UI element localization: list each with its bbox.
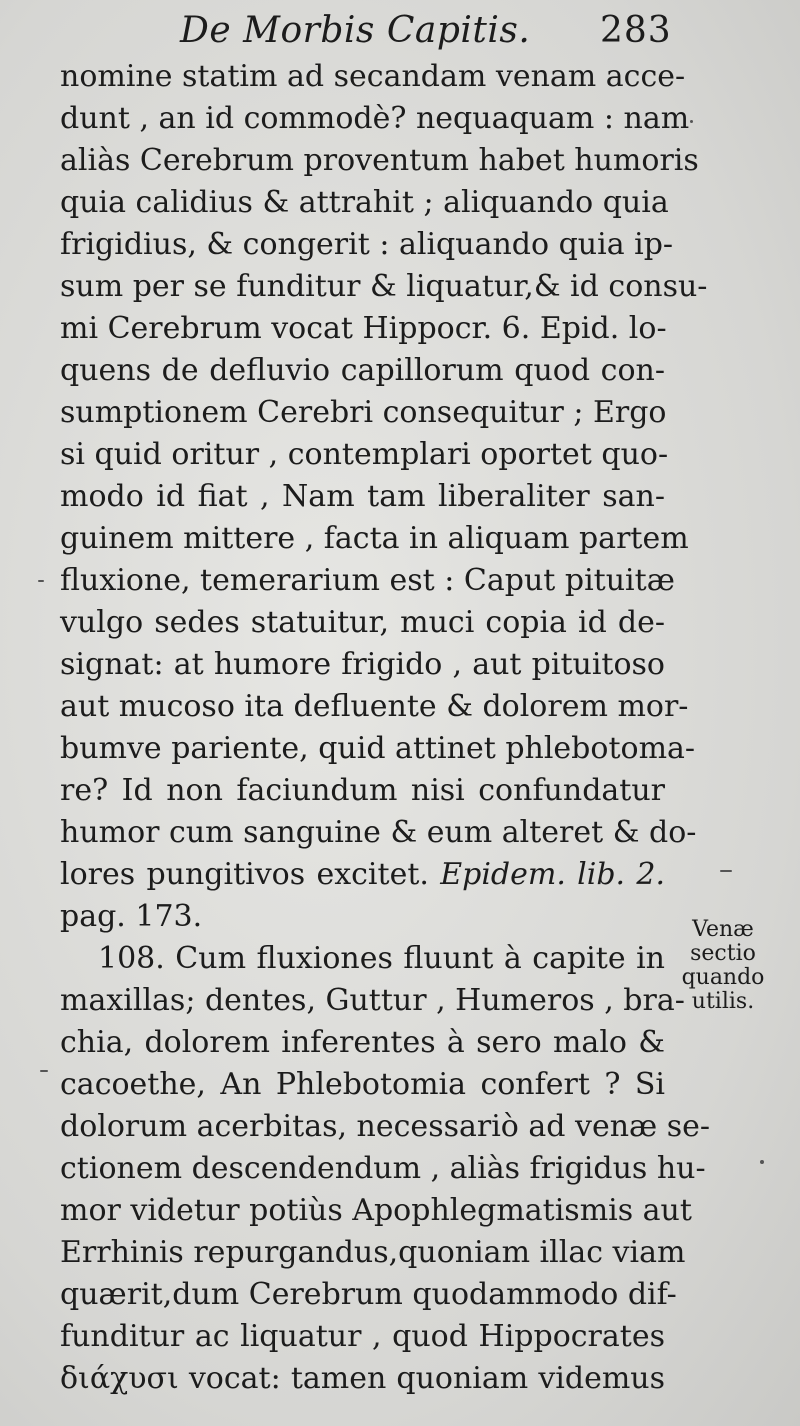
text-line: vulgo sedes statuitur, muci copia id de- bbox=[60, 605, 665, 640]
text-line: nomine statim ad secandam venam acce- bbox=[60, 59, 686, 94]
ink-speck bbox=[720, 870, 732, 872]
text-line: sumptionem Cerebri consequitur ; Ergo bbox=[60, 395, 667, 430]
text-line: frigidius, & congerit : aliquando quia ip- bbox=[60, 227, 674, 262]
marginal-note-line: Venæ bbox=[692, 917, 754, 942]
text-line: mi Cerebrum vocat Hippocr. 6. Epid. lo- bbox=[60, 311, 667, 346]
ink-speck bbox=[760, 1160, 764, 1164]
ink-speck bbox=[38, 580, 44, 582]
text-line: Errhinis repurgandus,quoniam illac viam bbox=[60, 1235, 686, 1270]
text-line: sum per se funditur & liquatur,& id consu- bbox=[60, 269, 708, 304]
text-line: quia calidius & attrahit ; aliquando quia bbox=[60, 185, 669, 220]
reference-continuation: pag. 173. bbox=[60, 899, 203, 934]
marginal-note bbox=[668, 918, 778, 1014]
text-line: humor cum sanguine & eum alteret & do- bbox=[60, 815, 697, 850]
text-line: dunt , an id commodè? nequaquam : nam bbox=[60, 101, 690, 136]
text-line: si quid oritur , contemplari oportet quo- bbox=[60, 437, 669, 472]
text-line: maxillas; dentes, Guttur , Humeros , bra- bbox=[60, 983, 685, 1018]
page-number: 283 bbox=[600, 10, 672, 51]
text-line: διάχυσι vocat: tamen quoniam videmus bbox=[60, 1361, 665, 1396]
ink-speck bbox=[690, 120, 693, 123]
text-line: signat: at humore frigido , aut pituitoso bbox=[60, 647, 665, 682]
text-line: guinem mittere , facta in aliquam partem bbox=[60, 521, 689, 556]
text-line: ctionem descendendum , aliàs frigidus hu- bbox=[60, 1151, 706, 1186]
text-line: re? Id non faciundum nisi confundatur bbox=[60, 773, 665, 808]
ink-speck bbox=[40, 1070, 48, 1072]
text-line: aliàs Cerebrum proventum habet humoris bbox=[60, 143, 699, 178]
text-line: quens de defluvio capillorum quod con- bbox=[60, 353, 665, 388]
text-line: 108. Cum fluxiones fluunt à capite in bbox=[98, 941, 665, 976]
text-line: quærit,dum Cerebrum quodammodo dif- bbox=[60, 1277, 677, 1312]
running-title: De Morbis Capitis. bbox=[180, 10, 531, 51]
marginal-note-line: quando bbox=[681, 965, 765, 990]
body-text bbox=[60, 56, 711, 1400]
text-line-with-reference bbox=[60, 854, 665, 896]
text-line: mor videtur potiùs Apophlegmatismis aut bbox=[60, 1193, 692, 1228]
text-line: dolorum acerbitas, necessariò ad venæ se- bbox=[60, 1109, 711, 1144]
text-fragment: lores pungitivos excitet. bbox=[60, 857, 429, 892]
text-line: funditur ac liquatur , quod Hippocrates bbox=[60, 1319, 665, 1354]
text-line: cacoethe, An Phlebotomia confert ? Si bbox=[60, 1067, 665, 1102]
text-line: chia, dolorem inferentes à sero malo & bbox=[60, 1025, 665, 1060]
text-line: aut mucoso ita defluente & dolorem mor- bbox=[60, 689, 689, 724]
text-line: fluxione, temerarium est : Caput pituitæ bbox=[60, 563, 675, 598]
reference: Epidem. lib. 2. bbox=[440, 857, 666, 892]
page-header bbox=[0, 6, 800, 56]
marginal-note-line: sectio bbox=[690, 941, 756, 966]
marginal-note-line: utilis. bbox=[691, 989, 755, 1014]
text-line: bumve pariente, quid attinet phlebotoma- bbox=[60, 731, 696, 766]
text-line: modo id fiat , Nam tam liberaliter san- bbox=[60, 479, 665, 514]
